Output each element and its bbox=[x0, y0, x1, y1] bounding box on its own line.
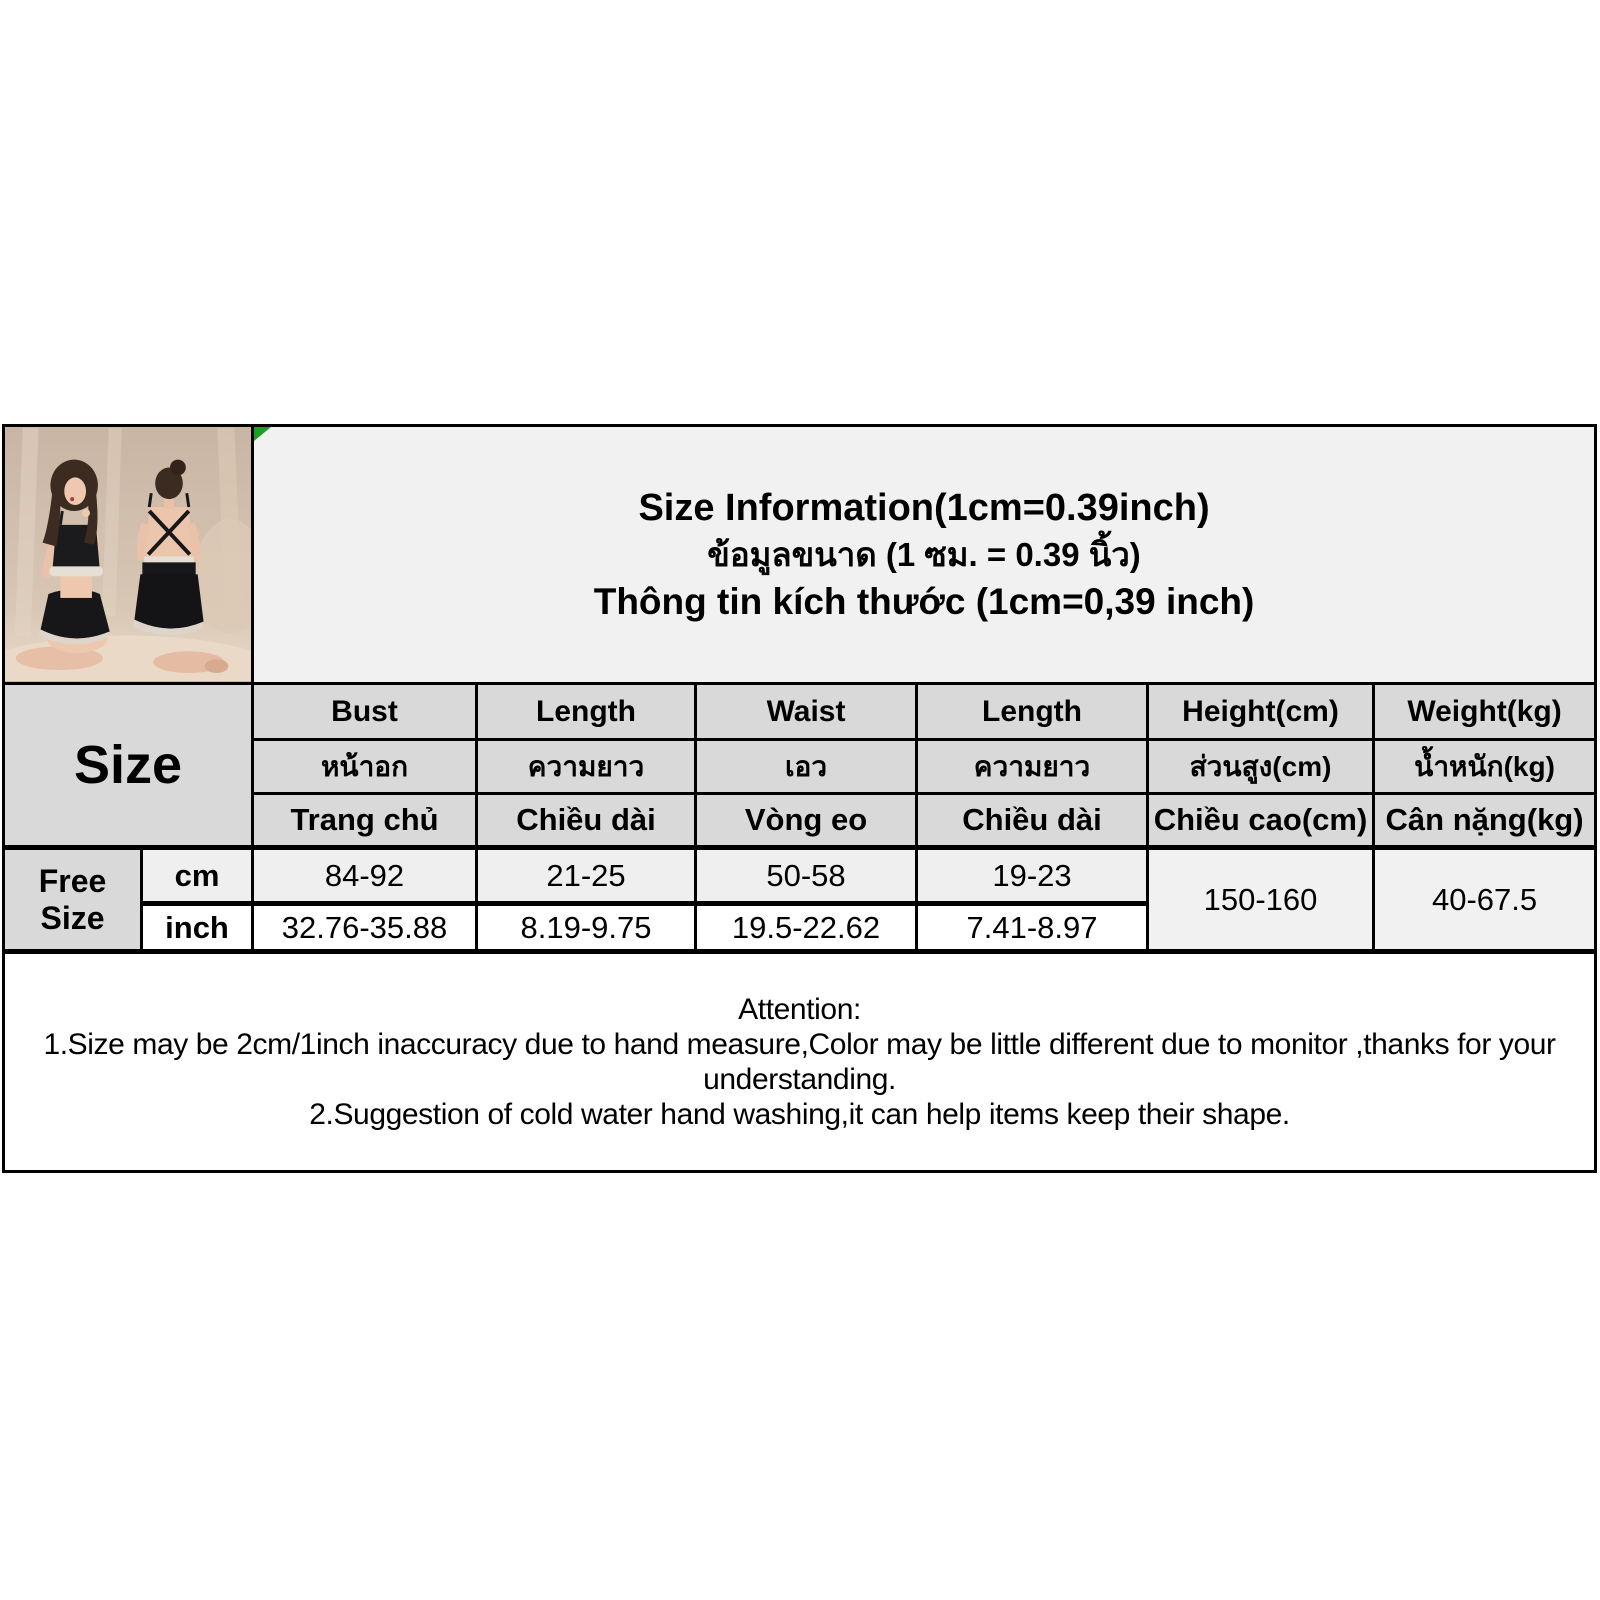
attention-item-2: 2.Suggestion of cold water hand washing,it can help items keep their shape. bbox=[309, 1098, 1290, 1131]
col-header-height-en: Height(cm) bbox=[1148, 684, 1374, 740]
value-length1-cm: 21-25 bbox=[477, 848, 696, 904]
attention-item-1: 1.Size may be 2cm/1inch inaccuracy due to hand measure,Color may be little different due to monitor ,thanks for your understanding. bbox=[43, 1028, 1556, 1096]
value-waist-inch: 19.5-22.62 bbox=[696, 904, 917, 952]
col-header-bust-th: หน้าอก bbox=[253, 740, 477, 794]
col-header-length1-th: ความยาว bbox=[477, 740, 696, 794]
attention-heading: Attention: bbox=[738, 993, 861, 1026]
col-header-waist-vi: Vòng eo bbox=[696, 794, 917, 848]
col-header-length2-vi: Chiều dài bbox=[917, 794, 1148, 848]
photo-title-row bbox=[4, 426, 1596, 684]
value-bust-cm: 84-92 bbox=[253, 848, 477, 904]
unit-label-cm: cm bbox=[142, 848, 253, 904]
size-corner-label: Size bbox=[4, 684, 253, 848]
title-vietnamese: Thông tin kích thước (1cm=0,39 inch) bbox=[593, 580, 1255, 622]
value-height-merged: 150-160 bbox=[1148, 848, 1374, 952]
value-length2-cm: 19-23 bbox=[917, 848, 1148, 904]
col-header-height-th: ส่วนสูง(cm) bbox=[1148, 740, 1374, 794]
col-header-bust-vi: Trang chủ bbox=[253, 794, 477, 848]
col-header-waist-th: เอว bbox=[696, 740, 917, 794]
header-row-english bbox=[4, 684, 1596, 740]
title-english: Size Information(1cm=0.39inch) bbox=[638, 486, 1210, 529]
col-header-waist-en: Waist bbox=[696, 684, 917, 740]
value-length1-inch: 8.19-9.75 bbox=[477, 904, 696, 952]
green-corner-marker-icon bbox=[254, 427, 271, 441]
col-header-weight-en: Weight(kg) bbox=[1374, 684, 1596, 740]
row-label-free-size: Free Size bbox=[4, 848, 142, 952]
col-header-length2-th: ความยาว bbox=[917, 740, 1148, 794]
attention-row bbox=[4, 952, 1596, 1172]
attention-note bbox=[4, 952, 1596, 1172]
value-waist-cm: 50-58 bbox=[696, 848, 917, 904]
value-bust-inch: 32.76-35.88 bbox=[253, 904, 477, 952]
title-cell bbox=[253, 426, 1596, 684]
unit-label-inch: inch bbox=[142, 904, 253, 952]
col-header-length1-vi: Chiều dài bbox=[477, 794, 696, 848]
value-weight-merged: 40-67.5 bbox=[1374, 848, 1596, 952]
col-header-length2-en: Length bbox=[917, 684, 1148, 740]
value-length2-inch: 7.41-8.97 bbox=[917, 904, 1148, 952]
col-header-length1-en: Length bbox=[477, 684, 696, 740]
product-photo-illustration bbox=[5, 428, 251, 681]
size-table bbox=[2, 424, 1597, 1173]
data-row-cm bbox=[4, 848, 1596, 904]
col-header-weight-th: น้ำหนัก(kg) bbox=[1374, 740, 1596, 794]
title-thai: ข้อมูลขนาด (1 ซม. = 0.39 นิ้ว) bbox=[707, 535, 1141, 573]
product-photo bbox=[4, 426, 253, 684]
col-header-height-vi: Chiều cao(cm) bbox=[1148, 794, 1374, 848]
col-header-bust-en: Bust bbox=[253, 684, 477, 740]
col-header-weight-vi: Cân nặng(kg) bbox=[1374, 794, 1596, 848]
